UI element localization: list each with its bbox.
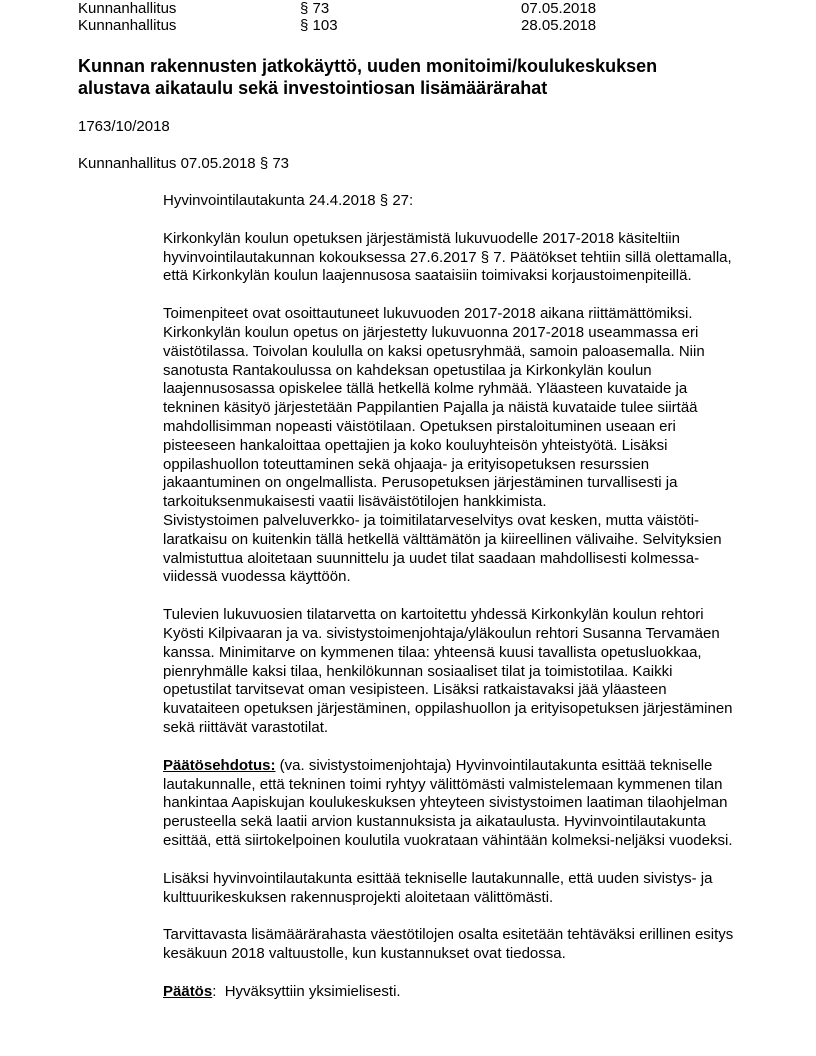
header-section: § 73 — [300, 0, 330, 17]
document-body — [163, 192, 743, 1021]
paragraph-survey: Sivistystoimen palveluverkko- ja toimitilatarveselvitys ovat kesken, mutta väistöti-laratkaisu on kuitenkin tällä hetkellä välttämätön ja kiireellinen välivaihe. Selvityksien valmistuttua aloitetaan suunnittelu ja uudet tilat saadaan mahdollisesti kolmessa-viidessä vuodessa käyttöön. — [163, 511, 722, 586]
meeting-reference: Kunnanhallitus 07.05.2018 § 73 — [78, 155, 290, 172]
decision-colon: : — [212, 982, 217, 1000]
decision-label: Päätös — [163, 982, 213, 1000]
document-title: Kunnan rakennusten jatkokäyttö, uuden monitoimi/koulukeskuksen alustava aikataulu sekä investointiosan lisämäärärahat — [78, 56, 658, 98]
paragraph-committee-ref: Hyvinvointilautakunta 24.4.2018 § 27: — [163, 192, 414, 209]
header-body: Kunnanhallitus — [78, 0, 177, 17]
paragraph-measures: Toimenpiteet ovat osoittautuneet lukuvuoden 2017-2018 aikana riittämättömiksi. Kirkonkylän koulun opetus on järjestetty lukuvuonna 2017-2018 useammassa eri väistötilassa. Toivolan koululla on kaksi opetusryhmää, samoin paloasemalla. Niin sanotusta Rantakoulussa on kahdeksan opetustilaa ja Kirkonkylän koulun laajennusosassa opiskelee tällä hetkellä kolme ryhmää. Yläasteen kuvataide ja tekninen käsityö järjestetään Pappilantien Pajalla ja näistä kuvataide tulee siirtää mahdollisimman nopeasti väistötilaan. Opetuksen pirstaloituminen useaan eri pisteeseen hankaloittaa opettajien ja koko kouluyhteisön yhteistyötä. Lisäksi oppilashuollon toteuttaminen sekä ohjaaja- ja erityisopetuksen resurssien jakaantuminen on ongelmallista. Perusopetuksen järjestäminen turvallisesti ja tarkoituksenmukaisesti vaatii lisäväistötilojen hankkimista. — [163, 305, 705, 511]
decision-text: Hyväksyttiin yksimielisesti. — [216, 982, 401, 1000]
header-date: 07.05.2018 — [521, 0, 597, 17]
paragraph-decision — [163, 983, 743, 1002]
paragraph-space-needs: Tulevien lukuvuosien tilatarvetta on kartoitettu yhdessä Kirkonkylän koulun rehtori Kyösti Kilpivaaran ja va. sivistystoimenjohtaja/yläkoulun rehtori Susanna Tervamäen kanssa. Minimitarve on kymmenen tilaa: yhteensä kuusi tavallista opetusluokkaa, pienryhmälle kaksi tilaa, henkilökunnan sosiaaliset tilat ja toimistotilaa. Kaikki opetustilat tarvitsevat oman vesipisteen. Lisäksi ratkaistavaksi jää yläasteen kuvataiteen opetuksen järjestäminen, oppilashuollon ja erityisopetuksen järjestäminen sekä riittävät varastotilat. — [163, 606, 733, 736]
paragraph-proposal — [163, 757, 743, 851]
case-number: 1763/10/2018 — [78, 118, 170, 135]
paragraph-funding: Tarvittavasta lisämäärärahasta väestötilojen osalta esitetään tehtäväksi erillinen esitys kesäkuun 2018 valtuustolle, kun kustannukset ovat tiedossa. — [163, 926, 734, 963]
header-body: Kunnanhallitus — [78, 17, 177, 34]
paragraph-additional: Lisäksi hyvinvointilautakunta esittää tekniselle lautakunnalle, että uuden sivistys- ja kulttuurikeskuksen rakennusprojekti aloitetaan välittömästi. — [163, 869, 713, 906]
header-section: § 103 — [300, 17, 338, 34]
paragraph-background: Kirkonkylän koulun opetuksen järjestämistä lukuvuodelle 2017-2018 käsiteltiin hyvinvointilautakunnan kokouksessa 27.6.2017 § 7. Päätökset tehtiin sillä olettamalla, että Kirkonkylän koulun laajennusosa saataisiin toimivaksi korjaustoimenpiteillä. — [163, 229, 732, 285]
proposal-text: (va. sivistystoimenjohtaja) Hyvinvointilautakunta esittää tekniselle lautakunnalle, että tekninen toimi ryhtyy välittömästi valmistelemaan kymmenen tilan hankintaa Aapiskujan koulukeskuksen yhteyteen sivistystoimen laatiman tilaohjelman perusteella sekä laatii arvion kustannuksista ja aikataulusta. Hyvinvointilautakunta esittää, että siirtokelpoinen koulutila vuokrataan vähintään kolmeksi-neljäksi vuodeksi. — [163, 756, 733, 849]
proposal-label: Päätösehdotus: — [163, 756, 276, 774]
header-date: 28.05.2018 — [521, 17, 597, 34]
